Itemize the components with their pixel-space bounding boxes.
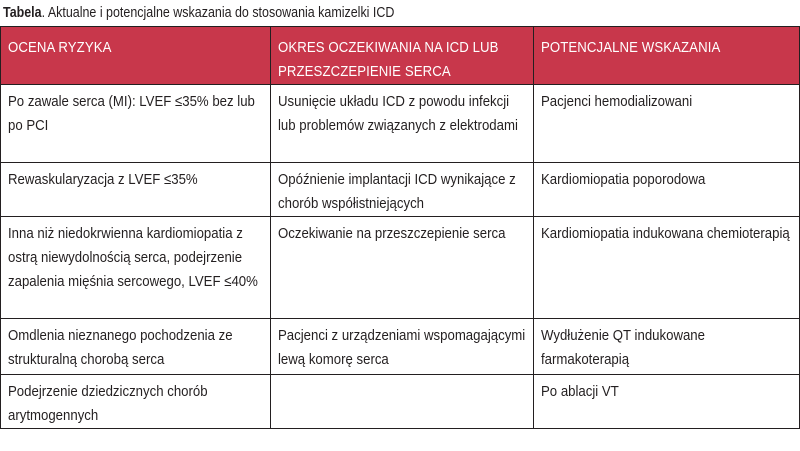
header-potential-indications <box>534 27 800 85</box>
cell-text: Pacjenci hemodializowani <box>541 93 693 110</box>
table-cell <box>534 319 800 375</box>
cell-text: Inna niż niedokrwienna kardiomiopatia z ostrą niewydolnością serca, podejrzenie zapalenia mięśnia sercowego, LVEF ≤40% <box>8 225 258 290</box>
table-cell <box>1 85 271 163</box>
cell-text: Wydłużenie QT indukowane farmakoterapią <box>541 327 705 368</box>
table-cell <box>1 319 271 375</box>
table-header-row <box>1 27 800 85</box>
caption-label: Tabela <box>3 5 42 21</box>
header-risk-assessment <box>1 27 271 85</box>
table-row <box>1 319 800 375</box>
cell-text: Omdlenia nieznanego pochodzenia ze strukturalną chorobą serca <box>8 327 233 368</box>
cell-text: Po zawale serca (MI): LVEF ≤35% bez lub po PCI <box>8 93 255 134</box>
caption-text: . Aktualne i potencjalne wskazania do stosowania kamizelki ICD <box>41 5 395 21</box>
header-label: OKRES OCZEKIWANIA NA ICD LUB PRZESZCZEPIENIE SERCA <box>278 39 499 80</box>
table-cell <box>1 375 271 429</box>
table-cell <box>271 217 534 319</box>
table-row <box>1 163 800 217</box>
cell-text: Kardiomiopatia poporodowa <box>541 171 706 188</box>
table-cell <box>271 319 534 375</box>
table-cell <box>271 163 534 217</box>
indications-table <box>0 26 800 429</box>
table-row <box>1 217 800 319</box>
table-cell <box>534 375 800 429</box>
cell-text: Po ablacji VT <box>541 383 619 400</box>
table-cell <box>271 85 534 163</box>
cell-text: Rewaskularyzacja z LVEF ≤35% <box>8 171 198 188</box>
cell-text: Opóźnienie implantacji ICD wynikające z chorób współistniejących <box>278 171 516 212</box>
cell-text: Usunięcie układu ICD z powodu infekcji lub problemów związanych z elektrodami <box>278 93 518 134</box>
table-cell <box>534 163 800 217</box>
table-cell <box>271 375 534 429</box>
cell-text: Pacjenci z urządzeniami wspomagającymi lewą komorę serca <box>278 327 526 368</box>
header-label: POTENCJALNE WSKAZANIA <box>541 39 721 56</box>
table-cell <box>1 217 271 319</box>
header-label: OCENA RYZYKA <box>8 39 112 56</box>
table-cell <box>534 217 800 319</box>
header-waiting-period <box>271 27 534 85</box>
cell-text: Oczekiwanie na przeszczepienie serca <box>278 225 506 242</box>
table-caption <box>3 3 394 23</box>
table-row <box>1 375 800 429</box>
cell-text: Kardiomiopatia indukowana chemioterapią <box>541 225 790 242</box>
table-cell <box>534 85 800 163</box>
cell-text: Podejrzenie dziedzicznych chorób arytmogennych <box>8 383 208 424</box>
table-row <box>1 85 800 163</box>
table-cell <box>1 163 271 217</box>
